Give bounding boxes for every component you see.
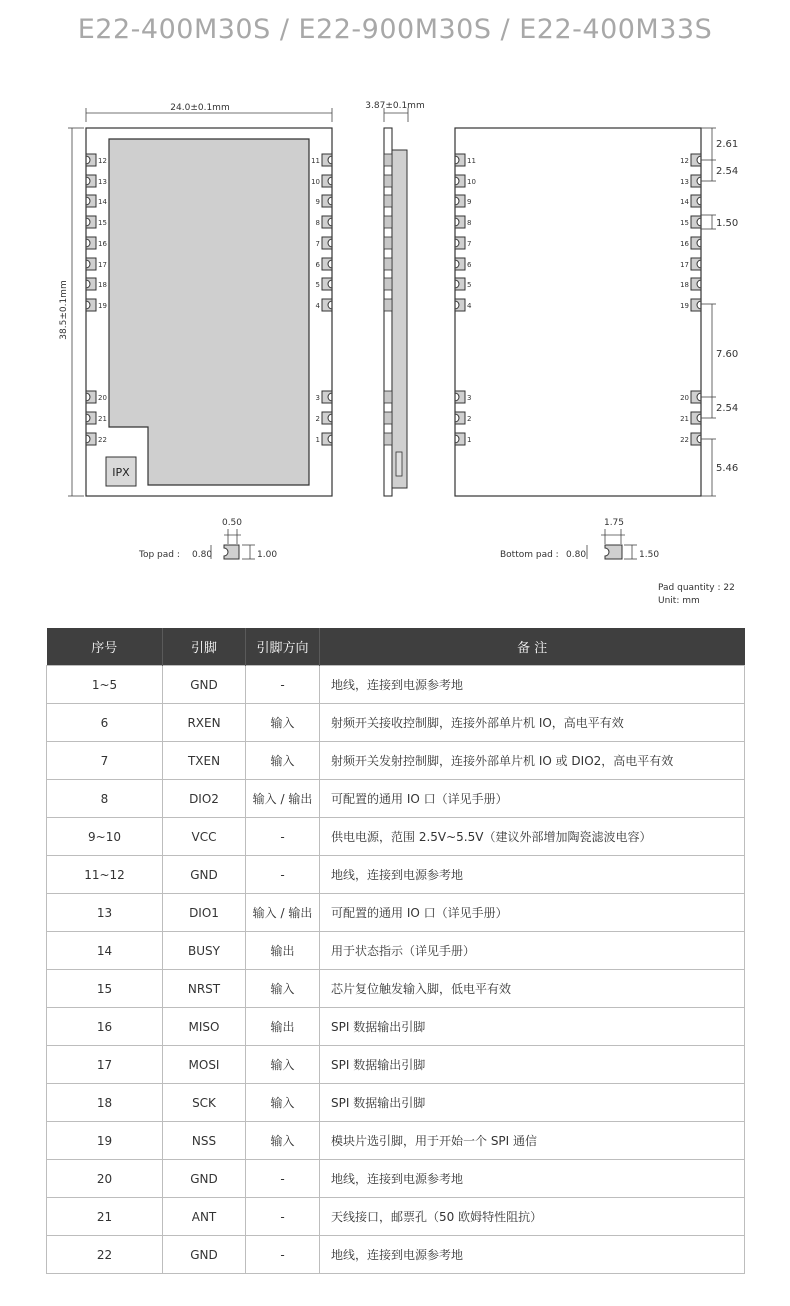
pin-number: 10	[311, 178, 320, 186]
dim-7-60: 7.60	[716, 349, 739, 360]
side-pad	[384, 237, 392, 249]
table-row	[47, 932, 745, 970]
header-pin: 引脚	[163, 628, 246, 666]
bottom-pad-height: 1.50	[639, 550, 660, 560]
pin-number: 3	[315, 394, 320, 402]
side-pad	[384, 175, 392, 187]
pin-number: 2	[315, 415, 320, 423]
cell-no: 20	[47, 1160, 163, 1198]
table-row	[47, 1046, 745, 1084]
cell-no: 21	[47, 1198, 163, 1236]
table-row	[47, 1198, 745, 1236]
side-pad	[384, 258, 392, 270]
bottom-pad-width: 0.80	[566, 550, 587, 560]
cell-note: 芯片复位触发输入脚，低电平有效	[320, 970, 745, 1008]
cell-no: 22	[47, 1236, 163, 1274]
cell-direction: 输入 / 输出	[246, 780, 320, 818]
cell-pin: ANT	[163, 1198, 246, 1236]
cell-pin: DIO2	[163, 780, 246, 818]
table-row	[47, 894, 745, 932]
cell-no: 8	[47, 780, 163, 818]
cell-direction: 输入	[246, 742, 320, 780]
side-pad	[384, 412, 392, 424]
cell-direction: -	[246, 818, 320, 856]
pin-number: 9	[315, 198, 320, 206]
cell-direction: -	[246, 856, 320, 894]
pin-number: 12	[98, 157, 107, 165]
top-pad-width: 0.80	[192, 550, 213, 560]
pin-number: 5	[467, 281, 472, 289]
side-pad	[384, 195, 392, 207]
cell-no: 6	[47, 704, 163, 742]
table-row	[47, 780, 745, 818]
pin-number: 15	[98, 219, 107, 227]
cell-direction: 输入	[246, 704, 320, 742]
cell-note: 射频开关发射控制脚，连接外部单片机 IO 或 DIO2，高电平有效	[320, 742, 745, 780]
cell-no: 13	[47, 894, 163, 932]
table-row	[47, 666, 745, 704]
top-pad-top: 0.50	[221, 518, 243, 528]
cell-pin: NSS	[163, 1122, 246, 1160]
pin-number: 11	[311, 157, 320, 165]
pin-number: 1	[315, 436, 320, 444]
pin-number: 13	[98, 178, 107, 186]
cell-pin: DIO1	[163, 894, 246, 932]
top-pad-label: Top pad :	[139, 550, 180, 560]
table-row	[47, 1122, 745, 1160]
pin-number: 12	[680, 157, 689, 165]
pin-number: 22	[98, 436, 107, 444]
side-pad	[384, 433, 392, 445]
header-no: 序号	[47, 628, 163, 666]
pin-number: 7	[467, 240, 472, 248]
cell-direction: -	[246, 1198, 320, 1236]
cell-no: 17	[47, 1046, 163, 1084]
pin-number: 19	[98, 302, 107, 310]
side-pad	[384, 299, 392, 311]
cell-direction: 输入	[246, 1122, 320, 1160]
cell-no: 9~10	[47, 818, 163, 856]
cell-pin: MISO	[163, 1008, 246, 1046]
pin-number: 5	[315, 281, 320, 289]
dim-2-61: 2.61	[716, 139, 739, 150]
table-row	[47, 1236, 745, 1274]
table-row	[47, 818, 745, 856]
cell-no: 11~12	[47, 856, 163, 894]
table-row	[47, 742, 745, 780]
dim-5-46: 5.46	[716, 463, 739, 474]
pin-number: 8	[467, 219, 472, 227]
pin-number: 22	[680, 436, 689, 444]
cell-note: 可配置的通用 IO 口（详见手册）	[320, 780, 745, 818]
top-width-dim: 24.0±0.1mm	[170, 103, 230, 113]
pin-number: 6	[467, 261, 472, 269]
cell-direction: 输入	[246, 1084, 320, 1122]
cell-pin: BUSY	[163, 932, 246, 970]
cell-direction: -	[246, 1236, 320, 1274]
pin-number: 16	[98, 240, 107, 248]
cell-no: 1~5	[47, 666, 163, 704]
pin-number: 2	[467, 415, 472, 423]
module-dimension-diagram	[0, 60, 790, 620]
cell-note: 地线，连接到电源参考地	[320, 1160, 745, 1198]
pin-number: 21	[98, 415, 107, 423]
cell-direction: -	[246, 666, 320, 704]
pin-number: 19	[680, 302, 689, 310]
cell-note: SPI 数据输出引脚	[320, 1046, 745, 1084]
pin-number: 6	[315, 261, 320, 269]
pin-number: 18	[98, 281, 107, 289]
cell-note: 供电电源，范围 2.5V~5.5V（建议外部增加陶瓷滤波电容）	[320, 818, 745, 856]
ipx-label: IPX	[112, 466, 130, 479]
table-header-row	[47, 628, 745, 666]
cell-direction: -	[246, 1160, 320, 1198]
pin-number: 7	[315, 240, 320, 248]
cell-note: 用于状态指示（详见手册）	[320, 932, 745, 970]
pin-number: 4	[315, 302, 320, 310]
cell-pin: NRST	[163, 970, 246, 1008]
cell-direction: 输入	[246, 970, 320, 1008]
pin-number: 11	[467, 157, 476, 165]
cell-note: 射频开关接收控制脚，连接外部单片机 IO，高电平有效	[320, 704, 745, 742]
cell-pin: GND	[163, 1236, 246, 1274]
pin-number: 18	[680, 281, 689, 289]
top-pad-detail	[138, 518, 277, 560]
cell-note: 天线接口，邮票孔（50 欧姆特性阻抗）	[320, 1198, 745, 1236]
cell-note: 地线，连接到电源参考地	[320, 666, 745, 704]
pin-number: 4	[467, 302, 472, 310]
cell-direction: 输出	[246, 1008, 320, 1046]
pin-number: 1	[467, 436, 472, 444]
cell-direction: 输出	[246, 932, 320, 970]
cell-pin: MOSI	[163, 1046, 246, 1084]
dim-1-50: 1.50	[716, 218, 739, 229]
pad-quantity: Pad quantity : 22	[658, 583, 735, 593]
cell-direction: 输入 / 输出	[246, 894, 320, 932]
cell-note: SPI 数据输出引脚	[320, 1084, 745, 1122]
table-row	[47, 1008, 745, 1046]
table-row	[47, 970, 745, 1008]
header-direction: 引脚方向	[246, 628, 320, 666]
cell-no: 18	[47, 1084, 163, 1122]
side-view	[365, 101, 424, 496]
pin-number: 20	[680, 394, 689, 402]
side-pad	[384, 216, 392, 228]
cell-no: 16	[47, 1008, 163, 1046]
cell-no: 14	[47, 932, 163, 970]
pin-number: 14	[98, 198, 107, 206]
cell-pin: VCC	[163, 818, 246, 856]
bottom-dimension-lines	[701, 128, 716, 496]
cell-pin: GND	[163, 666, 246, 704]
unit-label: Unit: mm	[658, 596, 700, 606]
pin-number: 16	[680, 240, 689, 248]
pin-number: 21	[680, 415, 689, 423]
cell-pin: TXEN	[163, 742, 246, 780]
table-row	[47, 704, 745, 742]
dim-2-54-bottom: 2.54	[716, 403, 739, 414]
pin-number: 14	[680, 198, 689, 206]
bottom-module-outline	[455, 128, 701, 496]
cell-no: 19	[47, 1122, 163, 1160]
cell-no: 15	[47, 970, 163, 1008]
side-pad	[384, 154, 392, 166]
cell-pin: RXEN	[163, 704, 246, 742]
bottom-pad-top: 1.75	[603, 518, 625, 528]
top-pad-height: 1.00	[257, 550, 278, 560]
header-note: 备 注	[320, 628, 745, 666]
pin-number: 3	[467, 394, 472, 402]
pin-number: 17	[98, 261, 107, 269]
side-pad	[384, 278, 392, 290]
side-thickness-dim: 3.87±0.1mm	[365, 101, 425, 111]
side-shield	[392, 150, 407, 488]
cell-pin: SCK	[163, 1084, 246, 1122]
dim-2-54-top: 2.54	[716, 166, 739, 177]
pin-number: 15	[680, 219, 689, 227]
cell-pin: GND	[163, 1160, 246, 1198]
bottom-pad-detail	[500, 518, 659, 560]
pin-number: 17	[680, 261, 689, 269]
top-view	[59, 103, 332, 496]
bottom-view	[455, 128, 738, 496]
side-pads	[384, 154, 392, 445]
top-height-dim: 38.5±0.1mm	[59, 280, 69, 340]
pin-number: 10	[467, 178, 476, 186]
table-row	[47, 1084, 745, 1122]
pin-number: 13	[680, 178, 689, 186]
cell-note: 地线，连接到电源参考地	[320, 856, 745, 894]
cell-direction: 输入	[246, 1046, 320, 1084]
cell-no: 7	[47, 742, 163, 780]
bottom-pad-label: Bottom pad :	[500, 550, 559, 560]
pin-number: 8	[315, 219, 320, 227]
cell-note: 地线，连接到电源参考地	[320, 1236, 745, 1274]
cell-note: 可配置的通用 IO 口（详见手册）	[320, 894, 745, 932]
table-row	[47, 856, 745, 894]
cell-pin: GND	[163, 856, 246, 894]
cell-note: 模块片选引脚，用于开始一个 SPI 通信	[320, 1122, 745, 1160]
table-row	[47, 1160, 745, 1198]
pin-number: 20	[98, 394, 107, 402]
side-pad	[384, 391, 392, 403]
pin-table	[46, 628, 745, 1274]
pin-number: 9	[467, 198, 472, 206]
cell-note: SPI 数据输出引脚	[320, 1008, 745, 1046]
side-ipx	[396, 452, 402, 476]
page-title: E22-400M30S / E22-900M30S / E22-400M33S	[77, 14, 713, 45]
